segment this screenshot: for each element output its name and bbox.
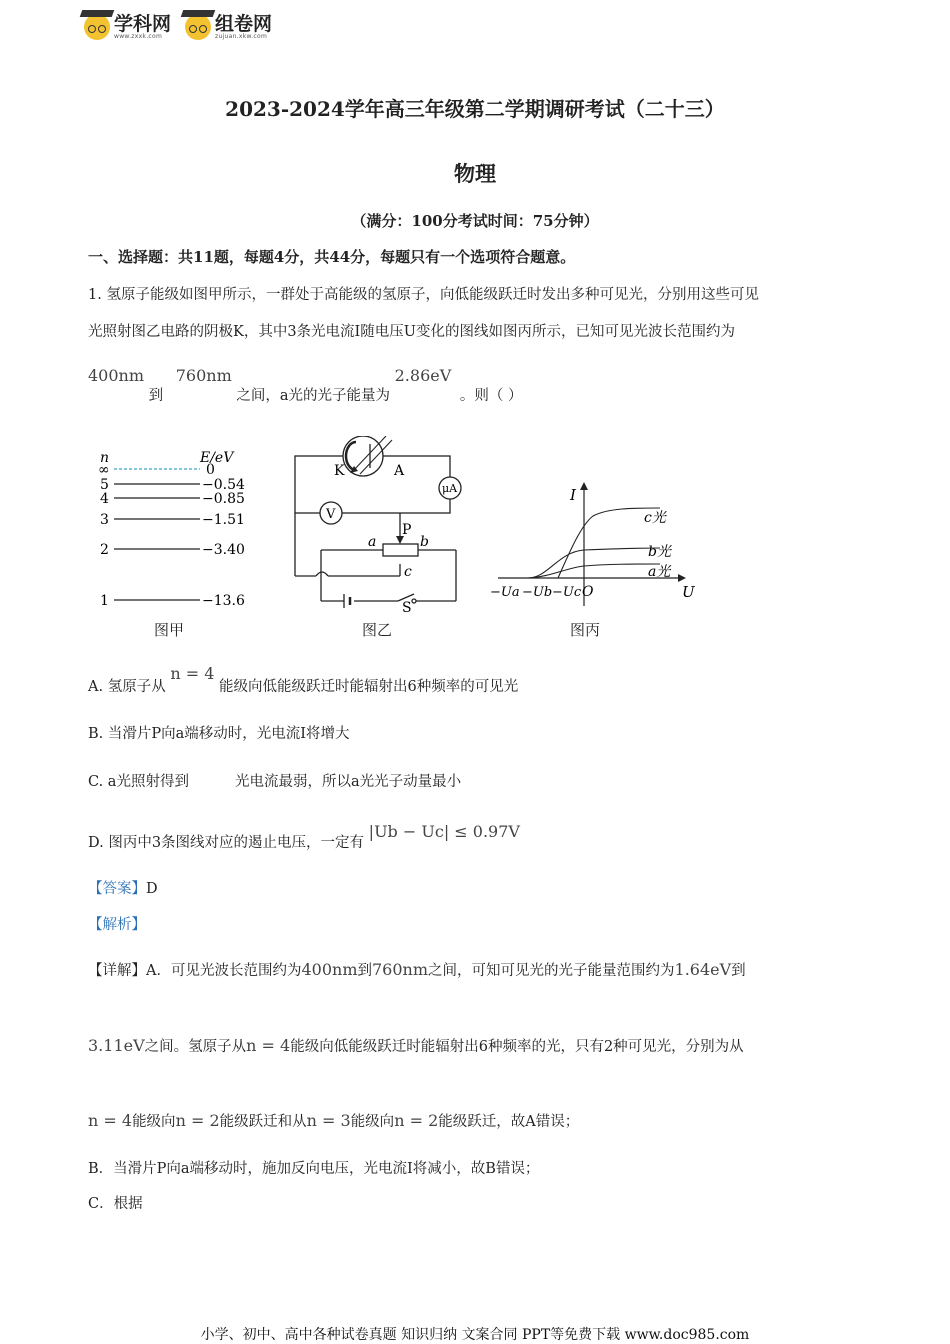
detail-line-3 [88,1111,579,1132]
level-e: −1.51 [202,512,245,528]
detail-line-1 [88,960,746,981]
math-n4: n = 4 [88,1111,133,1130]
math-ub-uc: |Ub − Uc| ≤ 0.97V [368,822,520,841]
math-n3: n = 3 [306,1111,351,1130]
label-O: O [582,584,594,600]
label-Ub: −Ub [522,585,553,600]
label-V: V [326,507,336,522]
math-400nm: 400nm [88,366,145,385]
detail-text: 能级向低能级跃迁时能辐射出6种频率的光，只有2种可见光，分别为从 [290,1039,744,1055]
math-n4: n = 4 [246,1036,291,1055]
math-286ev: 2.86eV [394,366,452,385]
level-n: 5 [100,477,109,493]
option-D-text: D. 图丙中3条图线对应的遏止电压，一定有 [88,835,365,851]
detail-text: 能级向 [350,1114,395,1130]
level-n: 1 [100,593,109,609]
answer-line [88,879,158,899]
level-n: ∞ [98,462,110,478]
circuit-labels [325,463,458,616]
label-I: I [570,486,576,504]
detail-text: 能级跃迁，故A错误； [438,1114,580,1130]
caption-fig3: 图丙 [570,621,601,639]
option-C-text: C. a光照射得到 [88,774,189,790]
detail-line-2 [88,1036,744,1057]
circuit-diagram [295,436,461,608]
detail-C: C．根据 [88,1196,143,1212]
label-c: c [404,564,412,580]
exam-subject: 物理 [454,161,496,186]
text-between: 之间，a光的光子能量为 [236,388,391,404]
math-n2: n = 2 [394,1111,439,1130]
option-A [88,664,519,697]
figures-area [88,436,728,646]
math-760nm: 760nm [372,960,429,979]
level-2 [100,542,245,558]
detail-text: 能级跃迁和从 [219,1114,307,1130]
level-e: −3.40 [202,542,245,558]
option-D [88,822,520,853]
iu-graph [490,482,696,606]
label-a-light: a光 [648,564,671,580]
logo-xuekewang[interactable] [84,14,171,40]
energy-level-diagram [98,450,245,609]
e-axis-label: E/eV [200,450,234,466]
label-K: K [334,463,345,479]
math-400nm: 400nm [301,960,358,979]
rheostat [383,544,418,556]
label-Ua: −Ua [490,585,520,600]
detail-text: 到 [357,963,372,979]
math-n4: n = 4 [170,664,215,683]
text-to: 到 [148,388,164,404]
level-3 [100,512,245,528]
option-A-text: A. 氢原子从 [88,679,166,695]
wire-crossing [316,572,328,576]
math-311ev: 3.11eV [88,1036,145,1055]
question-line-3 [88,366,523,404]
level-infinity [98,462,215,478]
level-n: 2 [100,542,109,558]
answer-label: 【答案】 [88,881,146,897]
label-P: P [402,522,412,538]
caption-fig1: 图甲 [154,621,185,639]
label-U: U [682,583,695,601]
label-uA: μA [442,482,458,495]
level-n: 3 [100,512,109,528]
detail-text: 能级向 [132,1114,176,1130]
label-b-light: b光 [648,544,671,560]
level-e: −0.54 [202,477,245,493]
mascot-icon [84,14,110,40]
logo-url: www.zxxk.com [114,32,163,40]
math-164ev: 1.64eV [674,960,732,979]
level-e: −0.85 [202,491,245,507]
exam-title: 2023-2024学年高三年级第二学期调研考试（二十三） [225,97,725,121]
level-e: −13.6 [202,593,245,609]
option-B: B. 当滑片P向a端移动时，光电流I将增大 [88,726,350,742]
answer-value: D [146,881,158,897]
label-b: b [420,534,429,550]
detail-text: 之间，可知可见光的光子能量范围约为 [428,963,675,979]
analysis-label: 【解析】 [88,917,146,933]
curve-a [528,564,660,578]
label-c-light: c光 [644,510,666,526]
level-1 [100,593,245,609]
section-heading: 一、选择题：共11题，每题4分，共44分，每题只有一个选项符合题意。 [88,248,576,266]
level-e: 0 [206,462,215,478]
question-line-1: 1. 氢原子能级如图甲所示，一群处于高能级的氢原子，向低能级跃迁时发出多种可见光，分别用这些可见 [88,287,759,303]
header-logos [84,14,272,40]
curve-b [528,548,660,578]
label-Uc: −Uc [552,585,582,600]
exam-meta: （满分：100分考试时间：75分钟） [351,212,599,230]
label-A: A [394,463,405,479]
n-axis-label: n [100,450,110,466]
option-C [88,772,461,792]
math-760nm: 760nm [175,366,232,385]
mascot-icon [185,14,211,40]
level-n: 4 [100,491,109,507]
label-S: S [402,600,412,616]
label-a: a [368,534,377,550]
footer[interactable]: 小学、初中、高中各种试卷真题 知识归纳 文案合同 PPT等免费下载 www.doc985.com [200,1327,750,1343]
detail-text: 到 [731,963,746,979]
text-then: 。则（ ） [459,388,523,404]
level-4 [100,491,245,507]
logo-name: 学科网 [114,12,172,35]
logo-zujuanwang[interactable] [185,14,272,40]
caption-fig2: 图乙 [362,621,393,639]
detail-text: 之间。氢原子从 [144,1039,247,1055]
logo-url: zujuan.xkw.com [215,32,268,40]
logo-name: 组卷网 [215,12,273,35]
detail-text: 【详解】A．可见光波长范围约为 [88,963,302,979]
math-n2: n = 2 [175,1111,220,1130]
question-line-2: 光照射图乙电路的阴极K，其中3条光电流I随电压U变化的图线如图丙所示，已知可见光波长范围约为 [88,324,736,340]
option-A-text: 能级向低能级跃迁时能辐射出6种频率的可见光 [218,679,519,695]
detail-B: B．当滑片P向a端移动时，施加反向电压，光电流I将减小，故B错误； [88,1161,540,1177]
option-C-text: 光电流最弱，所以a光光子动量最小 [234,774,462,790]
